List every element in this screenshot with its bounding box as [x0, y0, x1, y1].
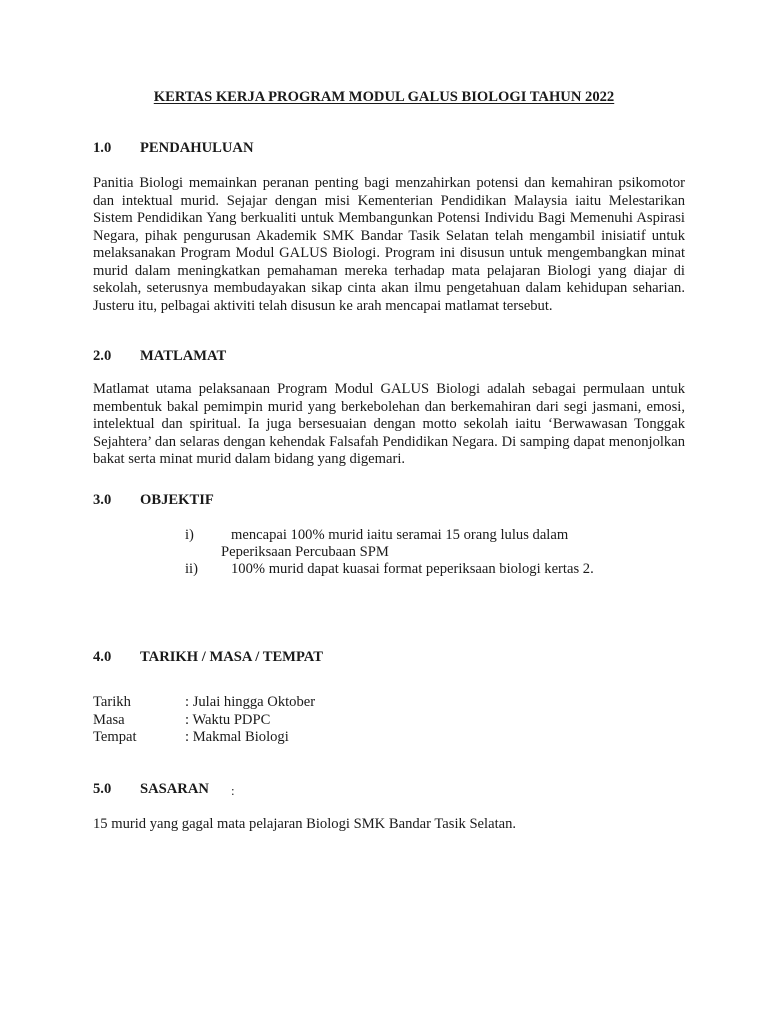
detail-label: Masa: [93, 712, 125, 728]
section-heading-pendahuluan: [93, 140, 254, 157]
sasaran-colon: :: [231, 783, 235, 798]
section-title: OBJEKTIF: [140, 492, 214, 508]
section-title: TARIKH / MASA / TEMPAT: [140, 649, 323, 665]
detail-row: [93, 712, 270, 730]
section-number: 2.0: [93, 348, 112, 364]
objective-text: mencapai 100% murid iaitu seramai 15 orang lulus dalam: [231, 527, 569, 543]
detail-value: : Makmal Biologi: [185, 729, 289, 745]
detail-label: Tarikh: [93, 694, 131, 710]
section-number: 3.0: [93, 492, 112, 508]
detail-row: [93, 729, 289, 747]
section-title: MATLAMAT: [140, 348, 227, 364]
section-heading-matlamat: [93, 348, 226, 365]
section-body-matlamat: Matlamat utama pelaksanaan Program Modul GALUS Biologi adalah sebagai permulaan untuk membentuk bakal pemimpin murid yang berkebolehan dan berkemahiran dari segi jasmani, emosi, intelektual dan spiritual. Ia juga bersesuaian dengan motto sekolah iaitu ‘Berwawasan Tonggak Sejahtera’ dan selaras dengan kehendak Falsafah Pendidikan Negara. Di samping dapat menonjolkan bakat serta minat murid dalam bidang yang digemari.: [93, 381, 685, 467]
detail-label: Tempat: [93, 729, 137, 745]
objective-marker: i): [185, 527, 194, 543]
section-body-sasaran: 15 murid yang gagal mata pelajaran Biologi SMK Bandar Tasik Selatan.: [93, 816, 517, 832]
objective-item-continuation: Peperiksaan Percubaan SPM: [221, 544, 389, 560]
section-number: 4.0: [93, 649, 112, 665]
detail-value: : Waktu PDPC: [185, 712, 271, 728]
section-heading-tarikh: [93, 649, 323, 666]
detail-row: [93, 694, 315, 712]
objective-text: 100% murid dapat kuasai format peperiksaan biologi kertas 2.: [231, 561, 594, 577]
document-title: KERTAS KERJA PROGRAM MODUL GALUS BIOLOGI TAHUN 2022: [153, 89, 615, 105]
objective-item: [185, 527, 568, 545]
objective-item: [185, 561, 594, 579]
section-number: 5.0: [93, 781, 112, 797]
section-body-pendahuluan: Panitia Biologi memainkan peranan penting bagi menzahirkan potensi dan kemahiran psikomotor dan intektual murid. Sejajar dengan misi Kementerian Pendidikan Malaysia iaitu Melestarikan Sistem Pendidikan Yang berkualiti untuk Membangunkan Potensi Individu Bagi Memenuhi Aspirasi Negara, pihak pengurusan Akademik SMK Bandar Tasik Selatan telah mengambil inisiatif untuk melaksanakan Program Modul GALUS Biologi. Program ini disusun untuk mengembangkan minat murid dalam meningkatkan pemahaman mereka terhadap mata pelajaran Biologi yang diajar di sekolah, seterusnya membudayakan sikap cinta akan ilmu pengetahuan dalam kehidupan seharian. Justeru itu, pelbagai aktiviti telah disusun ke arah mencapai matlamat tersebut.: [93, 175, 685, 314]
section-heading-objektif: [93, 492, 214, 509]
section-title: SASARAN: [140, 781, 209, 797]
section-title: PENDAHULUAN: [140, 140, 254, 156]
section-heading-sasaran: [93, 781, 209, 798]
objective-marker: ii): [185, 561, 198, 577]
detail-value: : Julai hingga Oktober: [185, 694, 316, 710]
section-number: 1.0: [93, 140, 112, 156]
